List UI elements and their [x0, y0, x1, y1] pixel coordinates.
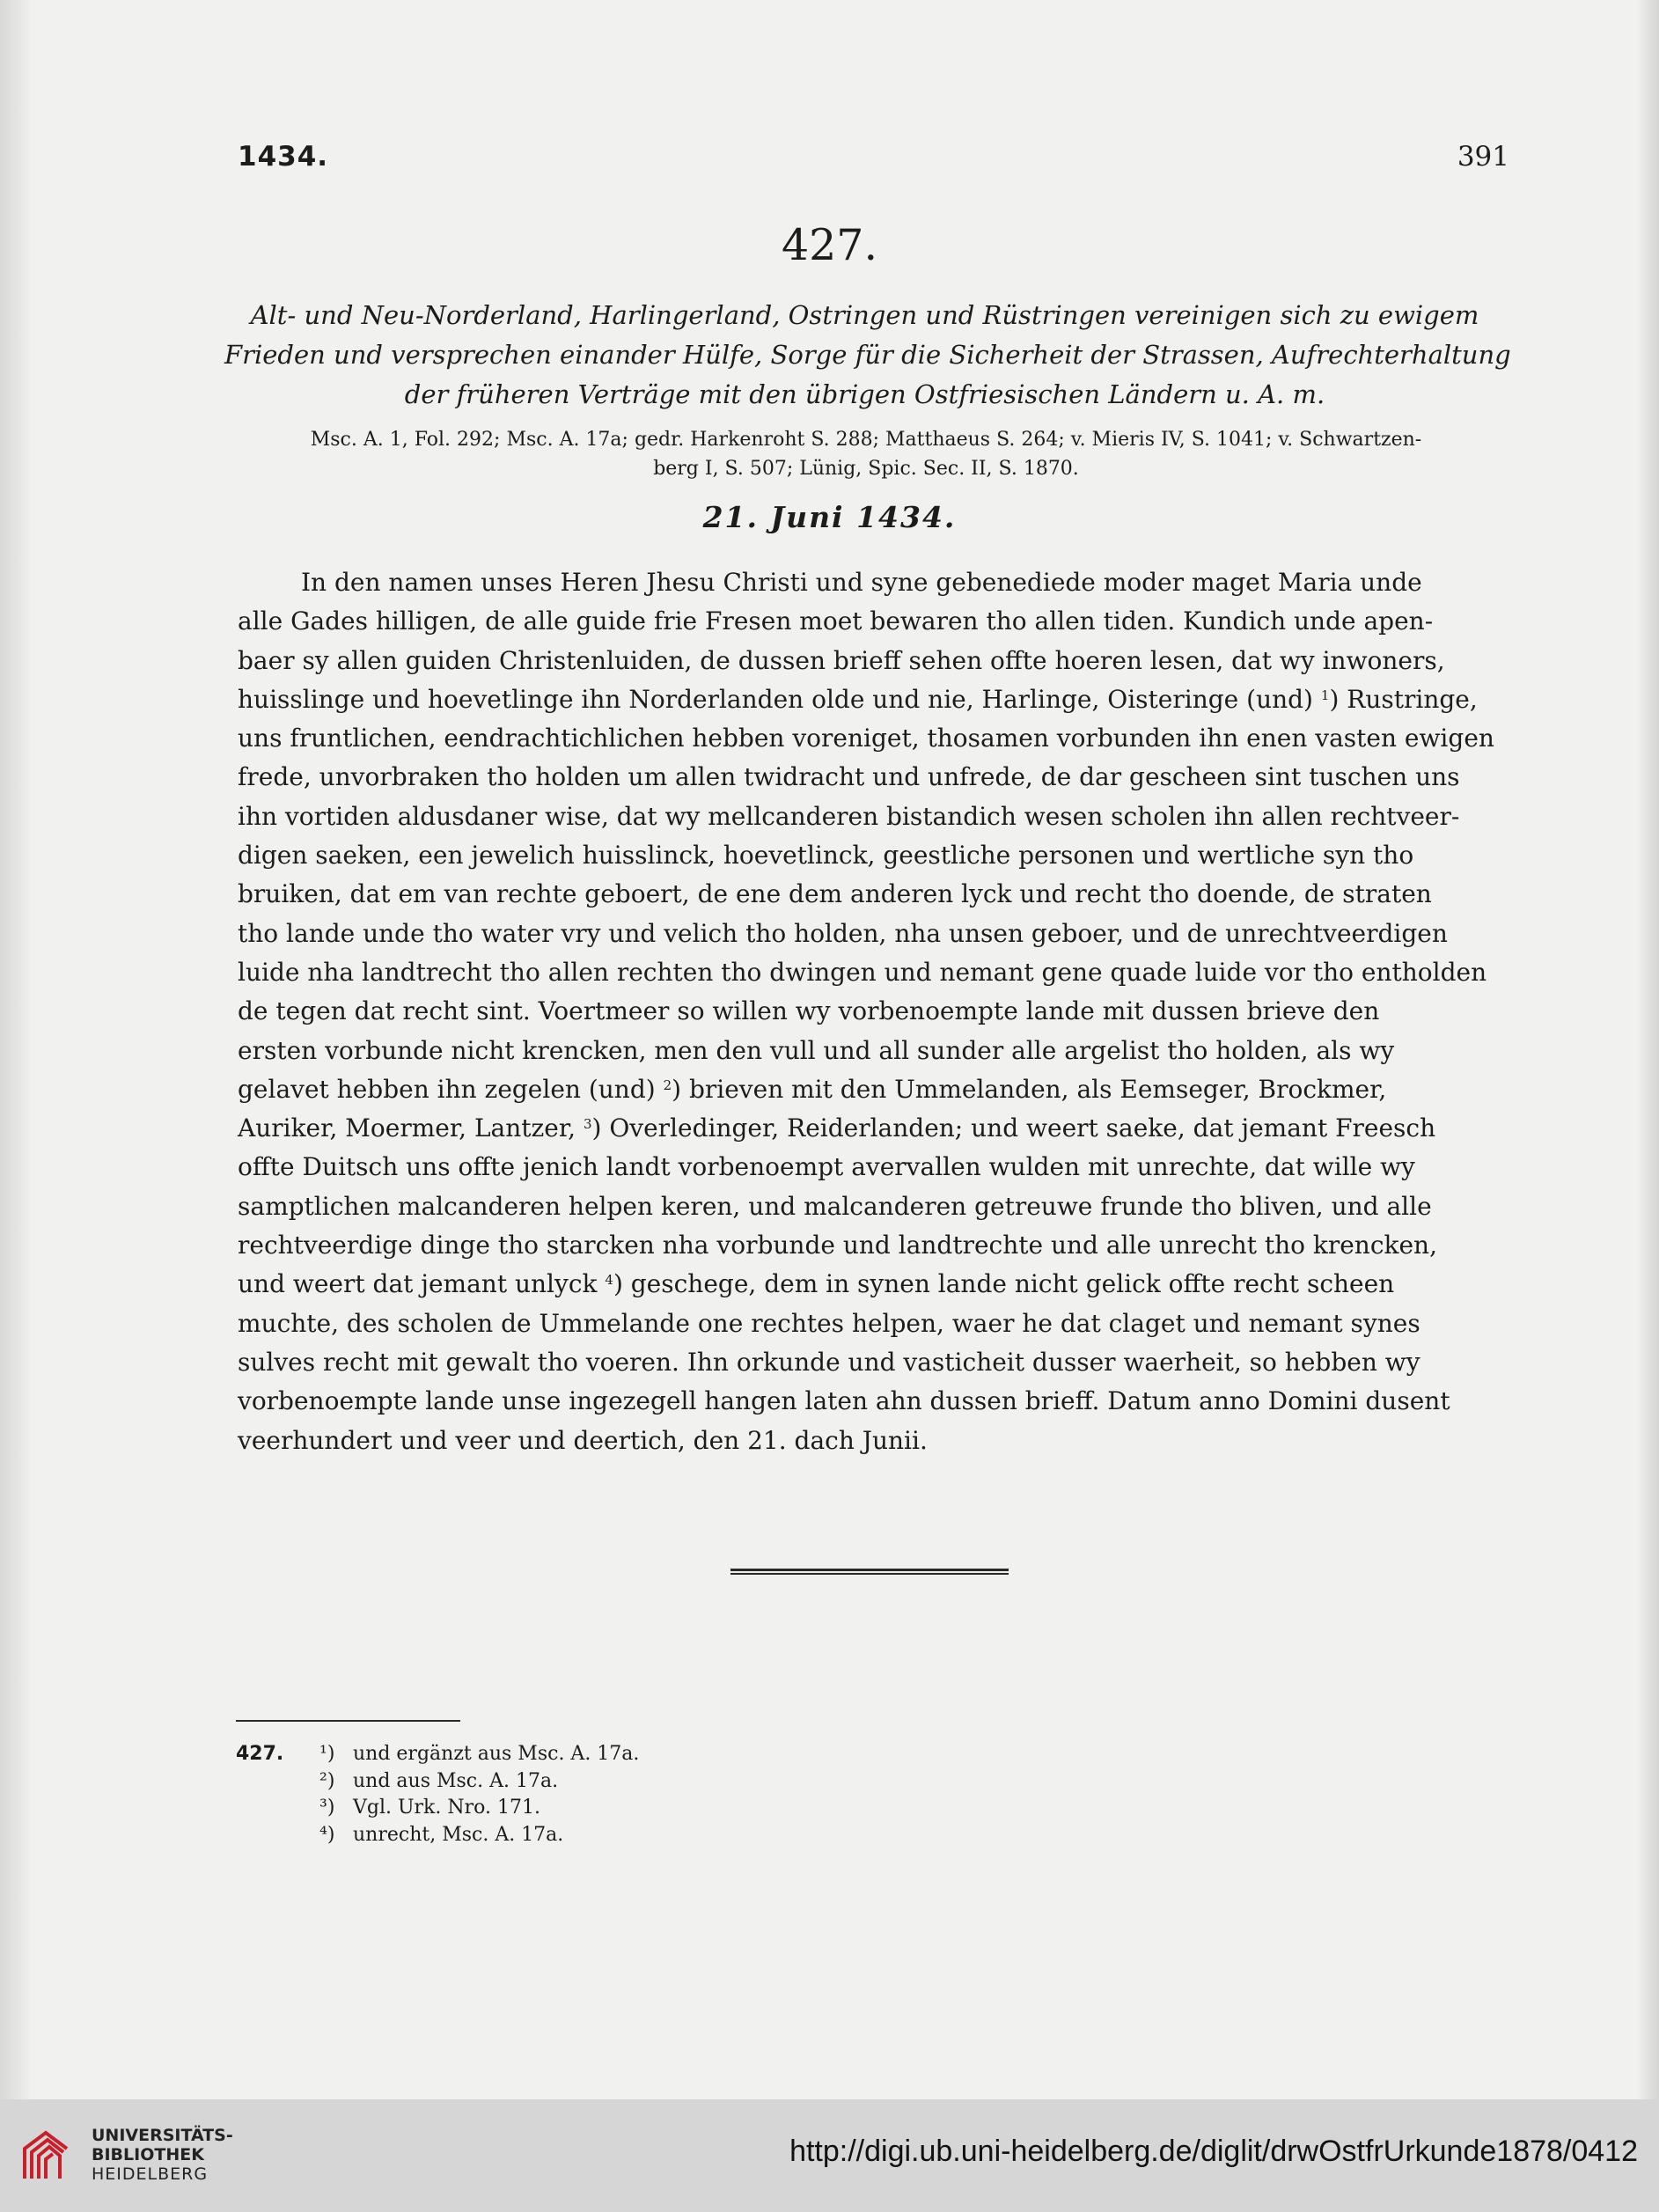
text-line [238, 1265, 1505, 1304]
text-line: rechtveerdige dinge tho starcken nha vorbunde und landtrechte und alle unrecht tho krencken, [238, 1231, 1437, 1260]
text-line: ersten vorbunde nicht krencken, men den vull und all sunder alle argelist tho holden, als wy [238, 1035, 1395, 1065]
charter-text [238, 563, 1505, 1460]
text-line: de tegen dat recht sint. Voertmeer so willen wy vorbenoempte lande mit dussen brieve den [238, 996, 1380, 1026]
footnote-mark: ³) [319, 1797, 335, 1819]
footnote-text: unrecht, Msc. A. 17a. [353, 1823, 564, 1846]
text-line: sulves recht mit gewalt tho voeren. Ihn orkunde und vasticheit dusser waerheit, so hebben wy [238, 1347, 1420, 1377]
footnote-item [236, 1741, 1028, 1768]
text-line [238, 1109, 1505, 1148]
footnote-separator [236, 1720, 460, 1722]
footnote-text: und ergänzt aus Msc. A. 17a. [353, 1743, 640, 1765]
scan-right-edge [1638, 0, 1659, 2099]
text-segment: und weert dat jemant unlyck [238, 1269, 598, 1299]
text-line: digen saeken, een jewelich huisslinck, hoevetlinck, geestliche personen und wertliche syn tho [238, 841, 1414, 871]
footnote-mark: ⁴) [319, 1823, 335, 1846]
footnote-text: Vgl. Urk. Nro. 171. [353, 1797, 540, 1819]
regest-line: Frieden und versprechen einander Hülfe, Sorge für die Sicherheit der Strassen, Aufrechterhaltung [224, 340, 1511, 370]
viewer-footer [0, 2099, 1659, 2212]
text-segment: ) geschege, dem in synen lande nicht gelick offte recht scheen [613, 1269, 1395, 1299]
footnote-reference[interactable]: 3 [583, 1116, 592, 1133]
text-segment: ) Rustringe, [1329, 684, 1478, 714]
page-number: 391 [1457, 141, 1509, 173]
document-date: 21. Juni 1434. [702, 500, 957, 534]
text-segment: huisslinge und hoevetlinge ihn Norderlanden olde und nie, Harlinge, Oisteringe (und) [238, 684, 1313, 714]
text-line: baer sy allen guiden Christenluiden, de dussen brieff sehen offte hoeren lesen, dat wy inwoners, [238, 645, 1445, 675]
text-line: tho lande unde tho water vry und velich tho holden, nha unsen geboer, und de unrechtveerdigen [238, 918, 1448, 948]
footnote-reference[interactable]: 1 [1320, 687, 1330, 703]
text-line [238, 680, 1505, 719]
footnote-reference[interactable]: 2 [663, 1077, 672, 1093]
regest-summary [224, 296, 1511, 415]
library-logo-icon[interactable] [19, 2126, 74, 2184]
text-line: bruiken, dat em van rechte geboert, de ene dem anderen lyck und recht tho doende, de straten [238, 879, 1432, 909]
library-name-line: UNIVERSITÄTS- [92, 2126, 233, 2145]
library-name [92, 2126, 233, 2184]
document-number: 427. [781, 220, 878, 270]
permalink-url[interactable]: http://digi.ub.uni-heidelberg.de/diglit/drwOstfrUrkunde1878/0412 [789, 2135, 1638, 2168]
library-logo-graphic [19, 2126, 74, 2184]
source-line: Msc. A. 1, Fol. 292; Msc. A. 17a; gedr. Harkenroht S. 288; Matthaeus S. 264; v. Mieris IV, S. 1041; v. Schwartzen- [310, 429, 1422, 451]
text-line: luide nha landtrecht tho allen rechten tho dwingen und nemant gene quade luide vor tho entholden [238, 957, 1487, 987]
text-line [238, 1070, 1505, 1109]
footnote-item [236, 1822, 1028, 1849]
text-line: samptlichen malcanderen helpen keren, und malcanderen getreuwe frunde tho bliven, und alle [238, 1191, 1432, 1221]
footnote-text: und aus Msc. A. 17a. [353, 1769, 559, 1792]
scan-left-edge [0, 0, 30, 2099]
running-head [238, 141, 1509, 181]
text-line: muchte, des scholen de Ummelande one rechtes helpen, waer he dat claget und nemant synes [238, 1308, 1420, 1338]
regest-line: der früheren Verträge mit den übrigen Ostfriesischen Ländern u. A. m. [404, 379, 1325, 409]
footnote-item [236, 1795, 1028, 1822]
text-line: vorbenoempte lande unse ingezegell hangen laten ahn dussen brieff. Datum anno Domini dusent [238, 1386, 1450, 1416]
text-segment: ) Overledinger, Reiderlanden; und weert saeke, dat jemant Freesch [591, 1113, 1436, 1143]
text-line: ihn vortiden aldusdaner wise, dat wy mellcanderen bistandich wesen scholen ihn allen rechtveer- [238, 801, 1460, 831]
text-segment: ) brieven mit den Ummelanden, als Eemseger, Brockmer, [672, 1074, 1387, 1104]
footnotes [236, 1741, 1028, 1848]
text-line: veerhundert und veer und deertich, den 21. dach Junii. [238, 1425, 928, 1455]
library-name-line: BIBLIOTHEK [92, 2145, 204, 2164]
text-line: offte Duitsch uns offte jenich landt vorbenoempt avervallen wulden mit unrechte, dat wille wy [238, 1152, 1415, 1182]
footnote-item [236, 1768, 1028, 1796]
regest-line: Alt- und Neu-Norderland, Harlingerland, Ostringen und Rüstringen vereinigen sich zu ewigem [250, 300, 1479, 330]
footnote-mark: ²) [319, 1769, 335, 1792]
footnote-doc-number: 427. [236, 1743, 284, 1765]
text-line: uns fruntlichen, eendrachtichlichen hebben voreniget, thosamen vorbunden ihn enen vasten ewigen [238, 724, 1494, 753]
footnote-reference[interactable]: 4 [605, 1272, 613, 1289]
library-name-line: HEIDELBERG [92, 2164, 209, 2184]
text-line: alle Gades hilligen, de alle guide frie Fresen moet bewaren tho allen tiden. Kundich unde apen- [238, 606, 1434, 636]
source-line: berg I, S. 507; Lünig, Spic. Sec. II, S. 1870. [653, 458, 1079, 480]
text-segment: Auriker, Moermer, Lantzer, [238, 1113, 576, 1143]
footnote-mark: ¹) [319, 1743, 335, 1765]
text-line: frede, unvorbraken tho holden um allen twidracht und unfrede, de dar gescheen sint tuschen uns [238, 762, 1460, 792]
text-line: In den namen unses Heren Jhesu Christi und syne gebenediede moder maget Maria unde [301, 568, 1422, 597]
text-segment: gelavet hebben ihn zegelen (und) [238, 1074, 656, 1104]
running-head-year: 1434. [238, 141, 329, 173]
section-end-double-rule [730, 1569, 1009, 1575]
source-references [227, 425, 1505, 483]
